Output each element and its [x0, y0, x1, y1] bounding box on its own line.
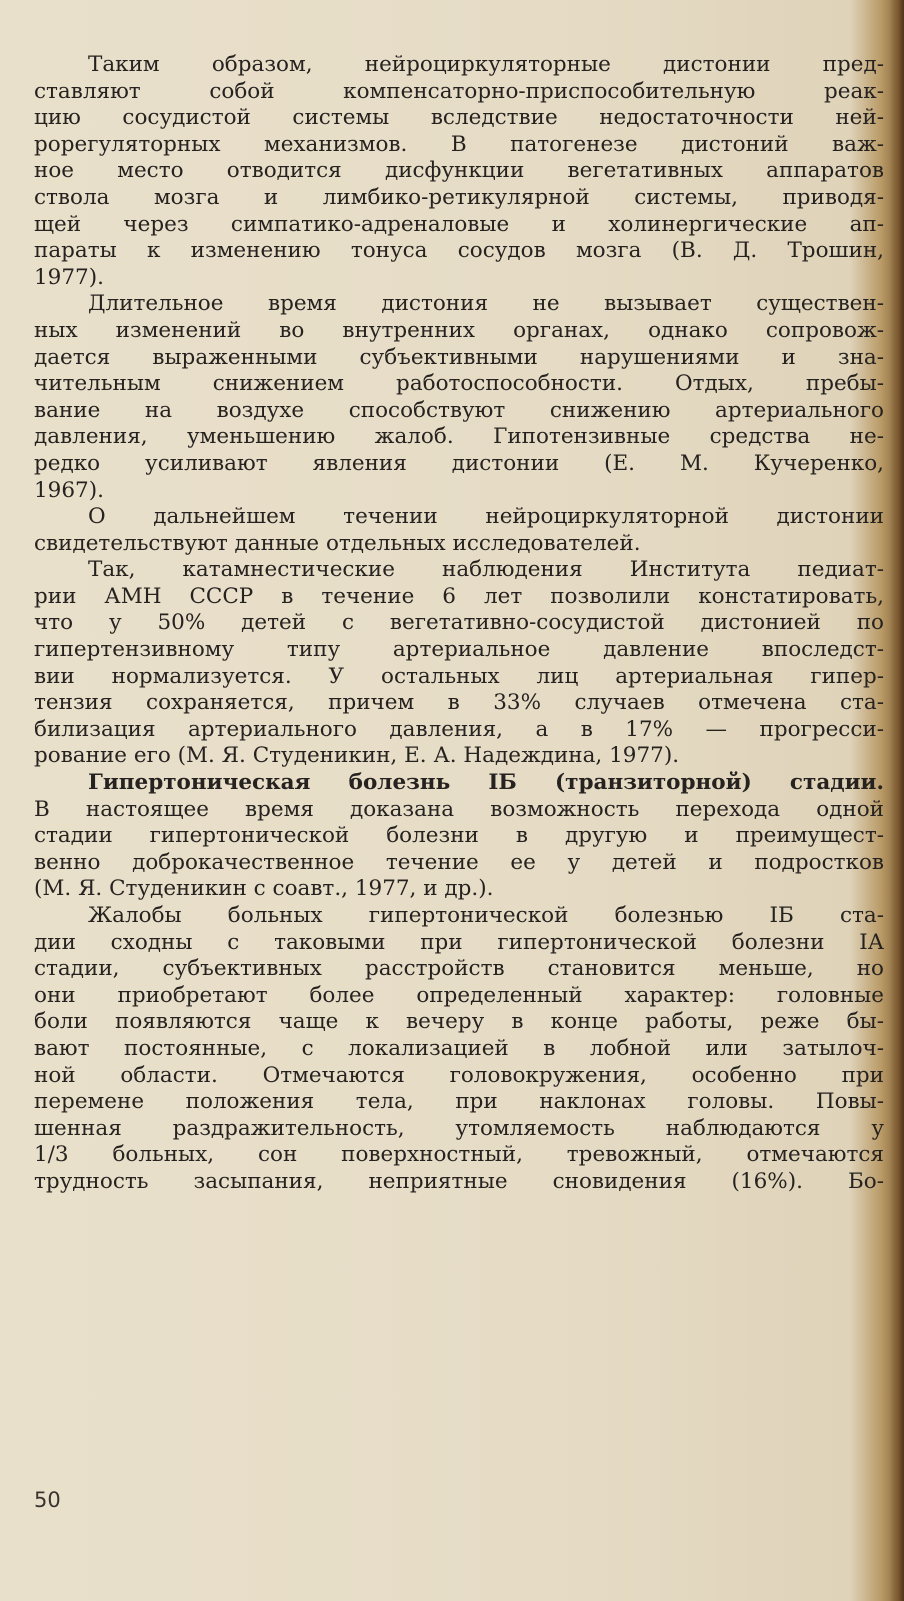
text-line: тензия сохраняется, причем в 33% случаев отмечена ста- [34, 690, 884, 716]
text-line: 1967). [34, 477, 104, 503]
text-line: (М. Я. Студеникин с соавт., 1977, и др.). [34, 876, 494, 902]
text-line: дии сходны с таковыми при гипертонической болезни IА [34, 929, 884, 955]
text-line: цию сосудистой системы вследствие недостаточности ней- [34, 105, 884, 131]
text-line: 1/3 больных, сон поверхностный, тревожный, отмечаются [34, 1142, 884, 1168]
body-text [34, 52, 884, 1196]
text-line: трудность засыпания, неприятные сновидения (16%). Бо- [34, 1168, 884, 1194]
text-line: билизация артериального давления, а в 17% — прогресси- [34, 716, 884, 742]
text-line: дается выраженными субъективными нарушениями и зна- [34, 344, 884, 370]
text-line: рование его (М. Я. Студеникин, Е. А. Надеждина, 1977). [34, 743, 680, 769]
text-line: Таким образом, нейроциркуляторные дистонии пред- [88, 52, 884, 77]
text-line: стадии гипертонической болезни в другую и преимущест- [34, 823, 884, 849]
text-line: вии нормализуется. У остальных лиц артериальная гипер- [34, 663, 884, 689]
text-line: перемене положения тела, при наклонах головы. Повы- [34, 1089, 884, 1115]
text-line: что у 50% детей с вегетативно-сосудистой дистонией по [34, 610, 884, 636]
text-line: они приобретают более определенный характер: головные [34, 982, 884, 1008]
text-line: ной области. Отмечаются головокружения, особенно при [34, 1062, 884, 1088]
text-line: вание на воздухе способствуют снижению артериального [34, 397, 884, 423]
text-line: ставляют собой компенсаторно-приспособительную реак- [34, 78, 884, 104]
text-line: ное место отводится дисфункции вегетативных аппаратов [34, 158, 884, 184]
text-line: свидетельствуют данные отдельных исследователей. [34, 530, 641, 556]
text-line: венно доброкачественное течение ее у детей и подростков [34, 849, 884, 875]
text-line: чительным снижением работоспособности. Отдых, пребы- [34, 371, 884, 397]
text-line: стадии, субъективных расстройств становится меньше, но [34, 956, 884, 982]
text-line: popeгуляторных механизмов. В патогенезе дистоний важ- [34, 131, 884, 157]
text-line: В настоящее время доказана возможность перехода одной [34, 796, 884, 822]
text-line: 1977). [34, 264, 104, 290]
text-line: гипертензивному типу артериальное давление впоследст- [34, 637, 884, 663]
text-line: ных изменений во внутренних органах, однако сопровож- [34, 317, 884, 343]
text-line: рии АМН СССР в течение 6 лет позволили констатировать, [34, 583, 884, 609]
page-number: 50 [34, 1488, 61, 1512]
text-line: щей через симпатико-адреналовые и холинергические ап- [34, 211, 884, 237]
text-line: параты к изменению тонуса сосудов мозга (В. Д. Трошин, [34, 238, 884, 264]
text-line: О дальнейшем течении нейроциркуляторной дистонии [88, 504, 884, 530]
text-line: Так, катамнестические наблюдения Института педиат- [88, 557, 884, 583]
text-line: редко усиливают явления дистонии (Е. М. Кучеренко, [34, 450, 884, 476]
text-line: шенная раздражительность, утомляемость наблюдаются у [34, 1115, 884, 1141]
page-edge-shadow [890, 0, 904, 1601]
text-line: Длительное время дистония не вызывает существен- [88, 291, 884, 317]
text-line: вают постоянные, с локализацией в лобной или затылоч- [34, 1035, 884, 1061]
text-line: боли появляются чаще к вечеру в конце работы, реже бы- [34, 1009, 884, 1035]
text-line: давления, уменьшению жалоб. Гипотензивные средства не- [34, 424, 884, 450]
text-line: ствола мозга и лимбико-ретикулярной системы, приводя- [34, 184, 884, 210]
section-heading: Гипертоническая болезнь IБ (транзиторной) стадии. [88, 770, 884, 796]
text-line: Жалобы больных гипертонической болезнью IБ ста- [88, 903, 884, 928]
